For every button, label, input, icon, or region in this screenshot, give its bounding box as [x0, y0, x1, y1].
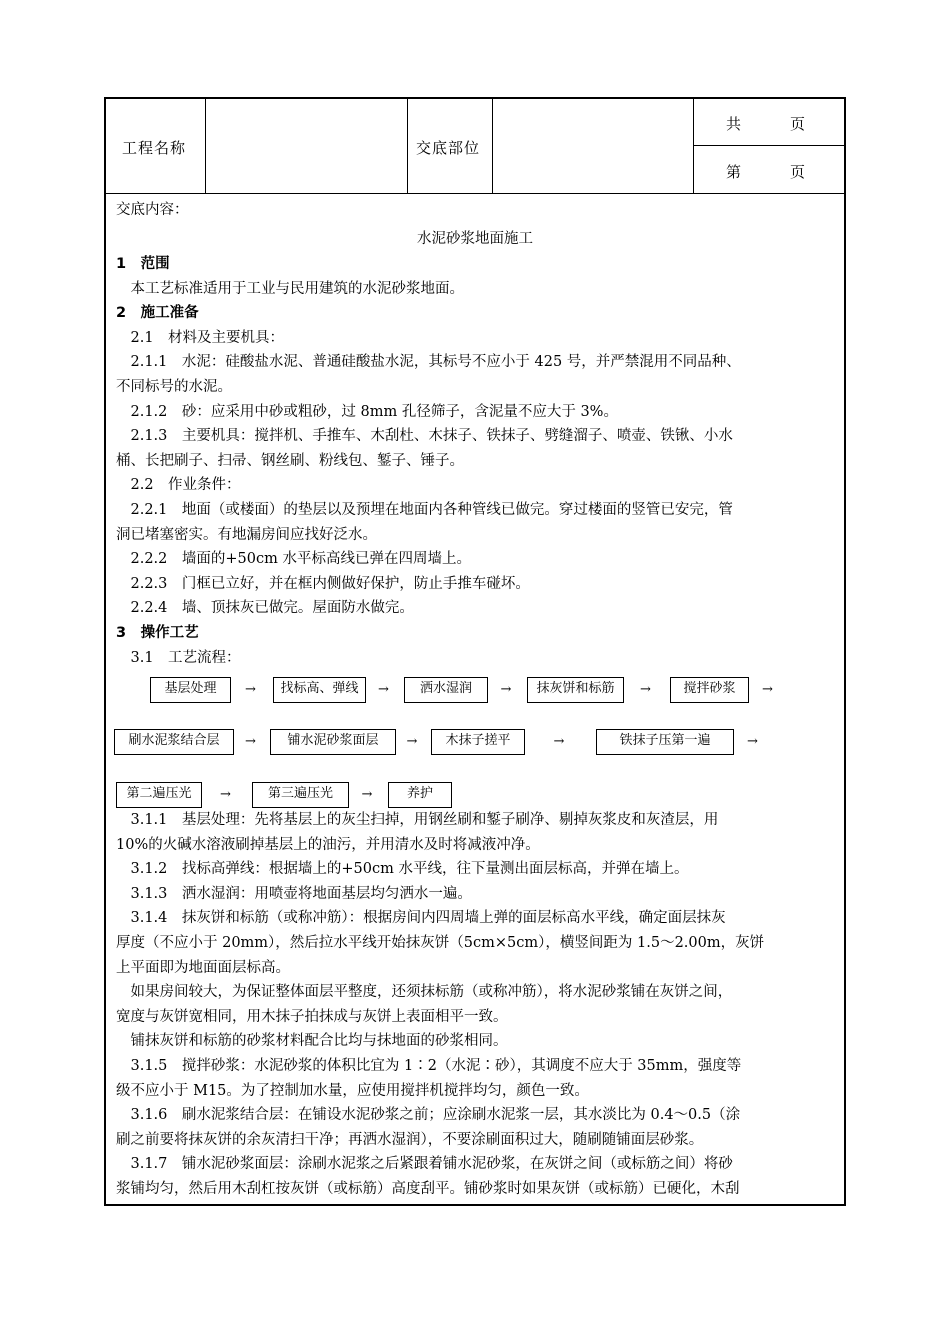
flow-step: 第三遍压光: [252, 782, 349, 808]
handover-form: [104, 97, 846, 1206]
text-line: 2.2.2 墙面的+50cm 水平标高线已弹在四周墙上。: [116, 551, 471, 568]
flow-arrow: →: [406, 734, 418, 749]
flow-arrow: →: [220, 787, 231, 802]
flow-step: 搅拌砂浆: [670, 677, 749, 703]
text-line: 铺抹灰饼和标筋的砂浆材料配合比均与抹地面的砂浆相同。: [116, 1033, 508, 1050]
flow-arrow: →: [553, 734, 565, 749]
section-heading: 3 操作工艺: [116, 625, 199, 641]
text-line: 如果房间较大，为保证整体面层平整度，还须抹标筋（或称冲筋），将水泥砂浆铺在灰饼之间，: [116, 984, 733, 1001]
project-name-field[interactable]: [206, 99, 407, 193]
document-title: 水泥砂浆地面施工: [417, 231, 533, 247]
text-line: 宽度与灰饼宽相同，用木抹子拍抹成与灰饼上表面相平一致。: [116, 1008, 508, 1025]
flow-step: 铺水泥砂浆面层: [270, 729, 396, 755]
project-name-label: 工程名称: [122, 139, 187, 157]
text-line: 2.1 材料及主要机具：: [116, 329, 285, 346]
text-line: 桶、长把刷子、扫帚、钢丝刷、粉线包、錾子、锤子。: [116, 452, 464, 469]
flow-step: 找标高、弹线: [273, 677, 366, 703]
text-line: 2.2.3 门框已立好，并在框内侧做好保护，防止手推车碰坏。: [116, 575, 530, 592]
flow-step: 第二遍压光: [116, 782, 202, 808]
text-line: 浆铺均匀，然后用木刮杠按灰饼（或标筋）高度刮平。铺砂浆时如果灰饼（或标筋）已硬化，木刮: [116, 1181, 740, 1197]
flow-arrow: →: [500, 682, 512, 697]
flow-arrow: →: [245, 734, 256, 749]
text-line: 3.1.4 抹灰饼和标筋（或称冲筋）：根据房间内四周墙上弹的面层标高水平线，确定面层抹灰: [116, 910, 726, 927]
text-line: 2.1.1 水泥：硅酸盐水泥、普通硅酸盐水泥，其标号不应小于 425 号，并严禁混用不同品种、: [116, 354, 741, 371]
flow-step: 基层处理: [150, 677, 231, 703]
flow-step: 木抹子搓平: [431, 729, 525, 755]
flow-arrow: →: [245, 682, 256, 697]
flow-step: 刷水泥浆结合层: [114, 729, 234, 755]
form-content: [106, 194, 844, 1204]
text-line: 2.1.3 主要机具：搅拌机、手推车、木刮杜、木抹子、铁抹子、劈缝溜子、喷壶、铁锹、小水: [116, 428, 733, 445]
section-heading: 2 施工准备: [116, 305, 199, 322]
text-line: 3.1.1 基层处理：先将基层上的灰尘扫掉，用钢丝刷和錾子刷净、剔掉灰浆皮和灰渣层，用: [116, 812, 719, 828]
flow-arrow: →: [361, 787, 373, 802]
text-line: 3.1.6 刷水泥浆结合层：在铺设水泥砂浆之前；应涂刷水泥浆一层，其水淡比为 0.4～0.5（涂: [116, 1107, 741, 1124]
flow-arrow: →: [747, 734, 758, 749]
divider: [693, 99, 694, 193]
text-line: 3.1 工艺流程：: [116, 649, 241, 666]
text-line: 3.1.7 铺水泥砂浆面层：涂刷水泥浆之后紧跟着铺水泥砂浆，在灰饼之间（或标筋之间）将砂: [116, 1156, 733, 1173]
content-label: 交底内容：: [116, 202, 189, 218]
text-line: 不同标号的水泥。: [116, 379, 232, 395]
flow-step: 养护: [388, 782, 452, 808]
flow-arrow: →: [378, 682, 389, 697]
text-line: 洞已堵塞密实。有地漏房间应找好泛水。: [116, 526, 377, 543]
flow-step: 铁抹子压第一遍: [596, 729, 734, 755]
text-line: 级不应小于 M15。为了控制加水量，应使用搅拌机搅拌均匀，颜色一致。: [116, 1082, 589, 1099]
handover-part-field[interactable]: [493, 99, 693, 193]
text-line: 刷之前要将抹灰饼的余灰清扫干净；再洒水湿润），不要涂刷面积过大，随刷随铺面层砂浆。: [116, 1131, 704, 1148]
text-line: 厚度（不应小于 20mm），然后拉水平线开始抹灰饼（5cm×5cm），横竖间距为 1.5～2.00m，灰饼: [116, 935, 765, 951]
text-line: 3.1.2 找标高弹线：根据墙上的+50cm 水平线，往下量测出面层标高，并弹在墙上。: [116, 861, 689, 878]
text-line: 3.1.3 洒水湿润：用喷壶将地面基层均匀洒水一遍。: [116, 885, 472, 902]
text-line: 3.1.5 搅拌砂浆：水泥砂浆的体积比宜为 1∶2（水泥∶砂），其调度不应大于 35mm，强度等: [116, 1058, 742, 1074]
form-header: [106, 99, 844, 194]
total-pages-label: 共 页: [726, 115, 807, 133]
flow-step: 抹灰饼和标筋: [527, 677, 624, 703]
text-line: 2.1.2 砂：应采用中砂或粗砂，过 8mm 孔径筛子，含泥量不应大于 3%。: [116, 403, 618, 420]
text-line: 本工艺标准适用于工业与民用建筑的水泥砂浆地面。: [116, 280, 464, 297]
flow-arrow: →: [640, 682, 651, 697]
text-line: 2.2 作业条件：: [116, 477, 241, 494]
text-line: 2.2.4 墙、顶抹灰已做完。屋面防水做完。: [116, 600, 414, 617]
handover-part-label: 交底部位: [416, 139, 481, 157]
text-line: 上平面即为地面面层标高。: [116, 959, 290, 976]
flow-step: 洒水湿润: [404, 677, 488, 703]
divider: [693, 145, 844, 146]
divider: [407, 99, 408, 193]
text-line: 10%的火碱水溶液刷掉基层上的油污，并用清水及时将减液冲净。: [116, 836, 540, 853]
page-number-label: 第 页: [726, 163, 807, 181]
flow-arrow: →: [762, 682, 773, 697]
section-heading: 1 范围: [116, 256, 170, 272]
text-line: 2.2.1 地面（或楼面）的垫层以及预埋在地面内各种管线已做完。穿过楼面的竖管已安完，管: [116, 502, 733, 518]
